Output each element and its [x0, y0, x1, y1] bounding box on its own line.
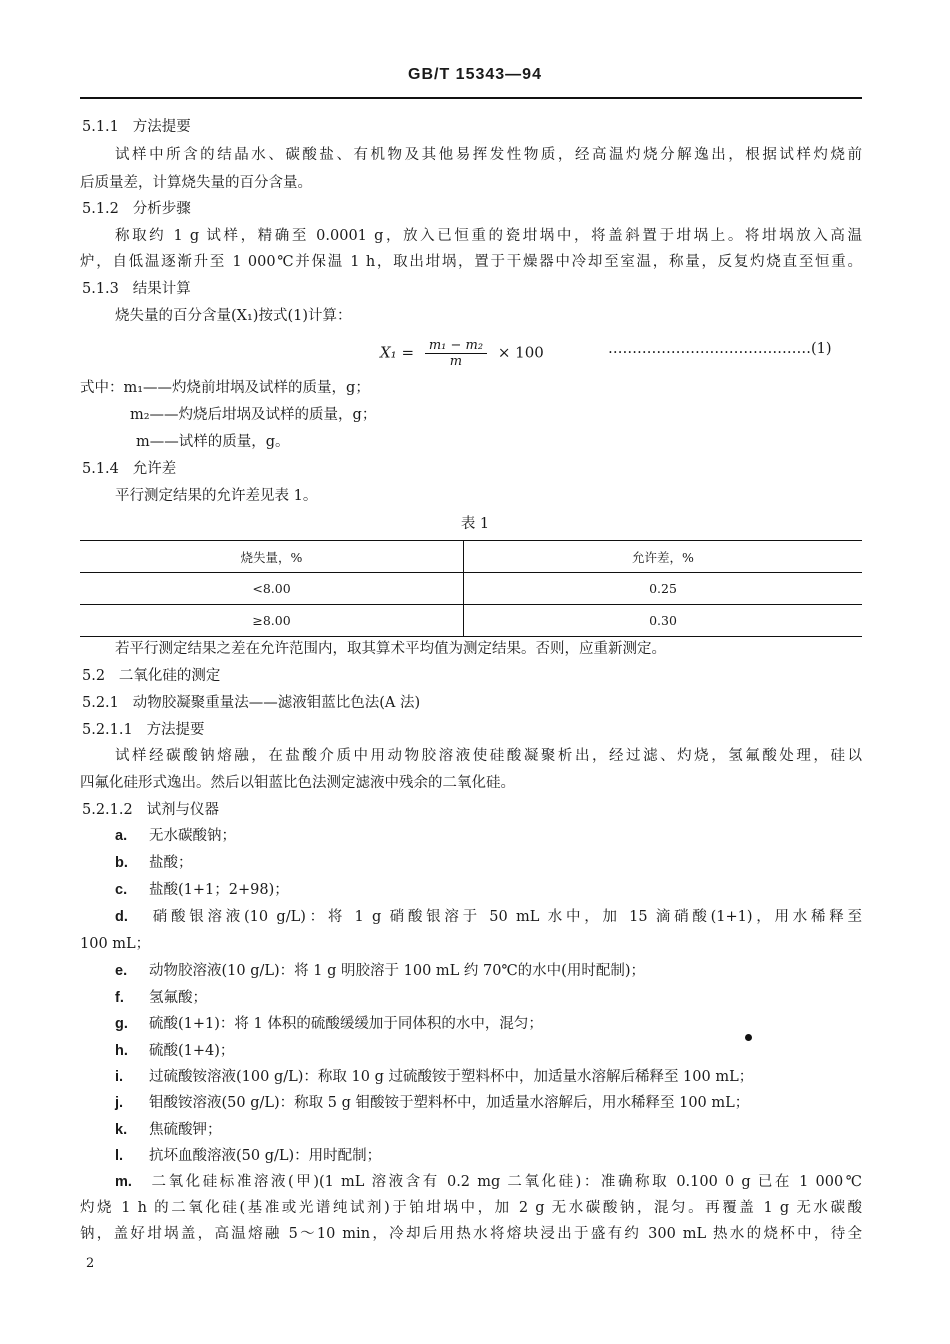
formula-1 — [380, 338, 544, 369]
header-rule — [80, 97, 862, 99]
paragraph-line: 烧失量的百分含量(X₁)按式(1)计算： — [115, 308, 352, 324]
section-title: 二氧化硅的测定 — [118, 668, 221, 684]
formula-numerator: m₁ − m₂ — [425, 338, 487, 354]
item-text: 硝酸银溶液(10 g/L)：将 1 g 硝酸银溶于 50 mL 水中，加 15 滴硝酸(1+1)，用水稀释至 — [149, 909, 862, 925]
section-5-1-2-heading — [82, 199, 191, 219]
section-number: 5.1.1 — [82, 119, 119, 135]
item-text: 氢氟酸； — [149, 990, 207, 1006]
section-number: 5.2 — [82, 668, 106, 684]
paragraph-line: 称取约 1 g 试样，精确至 0.0001 g，放入已恒重的瓷坩埚中，将盖斜置于坩埚上。将坩埚放入高温 — [115, 228, 862, 244]
item-letter: b. — [115, 855, 128, 871]
paragraph-line: 试样经碳酸钠熔融，在盐酸介质中用动物胶溶液使硅酸凝聚析出，经过滤、灼烧，氢氟酸处理，硅以 — [115, 748, 862, 764]
section-title: 试剂与仪器 — [146, 802, 220, 818]
section-5-1-3-heading — [82, 279, 191, 299]
item-letter: f. — [115, 990, 124, 1006]
formula-lhs: X₁ = — [380, 343, 415, 362]
table-header-cell: 烧失量，% — [80, 541, 464, 573]
paragraph-line: 四氟化硅形式逸出。然后以钼蓝比色法测定滤液中残余的二氧化硅。 — [80, 775, 515, 791]
section-number: 5.1.3 — [82, 281, 119, 297]
item-letter: m. — [115, 1174, 132, 1190]
table-cell: <8.00 — [80, 573, 464, 605]
table-cell: 0.25 — [464, 573, 863, 605]
list-item — [115, 1172, 862, 1192]
section-5-1-1-heading — [82, 117, 191, 137]
item-letter: k. — [115, 1122, 128, 1138]
section-number: 5.2.1.1 — [82, 722, 133, 738]
table-cell: 0.30 — [464, 605, 863, 637]
list-item — [115, 880, 289, 900]
list-item — [115, 1093, 749, 1113]
list-item-continuation: 灼烧 1 h 的二氧化硅(基准或光谱纯试剂)于铂坩埚中，加 2 g 无水碳酸钠，混匀。再覆盖 1 g 无水碳酸 — [80, 1200, 862, 1216]
formula-dots: …………………………………… — [608, 341, 811, 357]
paragraph-line: 炉，自低温逐渐升至 1 000℃并保温 1 h，取出坩埚，置于干燥器中冷却至室温，称量，反复灼烧直至恒重。 — [80, 254, 862, 270]
item-letter: j. — [115, 1095, 124, 1111]
list-item — [115, 907, 862, 927]
list-item — [115, 1146, 381, 1166]
item-text: 钼酸铵溶液(50 g/L)：称取 5 g 钼酸铵于塑料杯中，加适量水溶解后，用水稀释至 100 mL； — [149, 1095, 750, 1111]
section-5-1-4-heading — [82, 459, 176, 479]
section-5-2-1-2-heading — [82, 800, 219, 820]
section-5-2-1-1-heading — [82, 720, 205, 740]
item-text: 盐酸(1+1；2+98)； — [149, 882, 289, 898]
list-item — [115, 1067, 753, 1087]
item-text: 硫酸(1+1)：将 1 体积的硫酸缓缓加于同体积的水中，混匀； — [149, 1016, 543, 1032]
formula-denominator: m — [449, 354, 463, 369]
formula-leader — [608, 341, 832, 357]
list-item — [115, 1120, 222, 1140]
section-5-2-1-heading — [82, 693, 420, 713]
section-title: 结果计算 — [132, 281, 191, 297]
item-letter: e. — [115, 963, 128, 979]
section-5-2-heading — [82, 666, 220, 686]
list-item — [115, 1014, 543, 1034]
paragraph-line: 平行测定结果的允许差见表 1。 — [115, 488, 318, 504]
section-number: 5.2.1 — [82, 695, 119, 711]
section-number: 5.1.4 — [82, 461, 119, 477]
item-text: 二氧化硅标准溶液(甲)(1 mL 溶液含有 0.2 mg 二氧化硅)：准确称取 0.100 0 g 已在 1 000℃ — [149, 1174, 862, 1190]
section-number: 5.1.2 — [82, 201, 119, 217]
list-item-continuation: 100 mL； — [80, 936, 151, 952]
scan-speck — [745, 1034, 752, 1041]
table-cell: ≥8.00 — [80, 605, 464, 637]
section-title: 分析步骤 — [132, 201, 191, 217]
section-title: 方法提要 — [146, 722, 205, 738]
formula-number: (1) — [811, 341, 832, 357]
table-row — [80, 605, 862, 637]
where-line — [80, 378, 370, 398]
where-m: m——试样的质量，g。 — [136, 434, 290, 450]
paragraph-line: 试样中所含的结晶水、碳酸盐、有机物及其他易挥发性物质，经高温灼烧分解逸出，根据试样灼烧前 — [115, 147, 862, 163]
table-header-cell: 允许差，% — [464, 541, 863, 573]
item-text: 动物胶溶液(10 g/L)：将 1 g 明胶溶于 100 mL 约 70℃的水中(用时配制)； — [149, 963, 645, 979]
table-caption: 表 1 — [460, 516, 490, 532]
table-header-row — [80, 541, 862, 573]
table-1 — [80, 540, 862, 637]
item-text: 无水碳酸钠； — [149, 828, 236, 844]
list-item — [115, 853, 193, 873]
list-item — [115, 826, 236, 846]
section-title: 动物胶凝聚重量法——滤液钼蓝比色法(A 法) — [132, 695, 421, 711]
item-text: 过硫酸铵溶液(100 g/L)：称取 10 g 过硫酸铵于塑料杯中，加适量水溶解后稀释至 100 mL； — [149, 1069, 754, 1085]
item-letter: h. — [115, 1043, 128, 1059]
page-header: GB/T 15343—94 — [408, 66, 542, 83]
item-text: 抗坏血酸溶液(50 g/L)：用时配制； — [149, 1148, 382, 1164]
section-number: 5.2.1.2 — [82, 802, 133, 818]
where-m1: m₁——灼烧前坩埚及试样的质量，g； — [123, 380, 370, 396]
section-title: 方法提要 — [132, 119, 191, 135]
item-letter: g. — [115, 1016, 128, 1032]
item-letter: d. — [115, 909, 128, 925]
table-row — [80, 573, 862, 605]
list-item — [115, 988, 207, 1008]
list-item — [115, 1041, 234, 1061]
paragraph-line: 后质量差，计算烧失量的百分含量。 — [80, 175, 312, 191]
section-title: 允许差 — [132, 461, 177, 477]
formula-fraction — [425, 338, 487, 369]
item-letter: l. — [115, 1148, 124, 1164]
formula-rhs: × 100 — [497, 343, 544, 362]
item-text: 焦硫酸钾； — [149, 1122, 222, 1138]
item-letter: c. — [115, 882, 128, 898]
where-label: 式中： — [80, 380, 124, 396]
item-text: 硫酸(1+4)； — [149, 1043, 235, 1059]
list-item-continuation: 钠，盖好坩埚盖，高温熔融 5～10 min，冷却后用热水将熔块浸出于盛有约 300 mL 热水的烧杯中，待全 — [80, 1226, 862, 1242]
item-text: 盐酸； — [149, 855, 193, 871]
paragraph-line: 若平行测定结果之差在允许范围内，取其算术平均值为测定结果。否则，应重新测定。 — [115, 641, 666, 657]
where-m2: m₂——灼烧后坩埚及试样的质量，g； — [130, 407, 377, 423]
item-letter: i. — [115, 1069, 124, 1085]
list-item — [115, 961, 645, 981]
item-letter: a. — [115, 828, 128, 844]
page-number: 2 — [86, 1256, 95, 1271]
